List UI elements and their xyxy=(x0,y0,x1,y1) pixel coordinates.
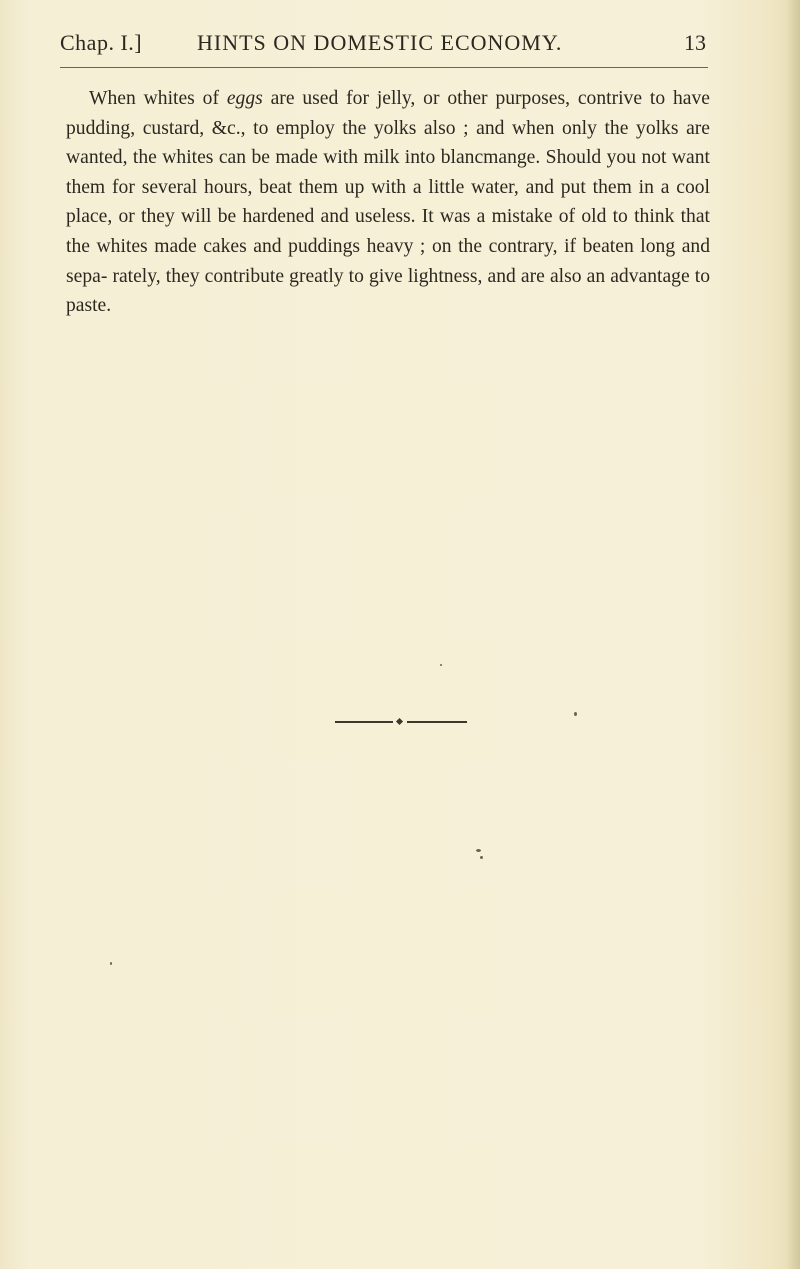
ornament-line-right xyxy=(407,721,467,723)
header-rule xyxy=(60,67,708,68)
paragraph-text: are used for jelly, or other purposes, contrive to have pudding, custard, &c., to employ the yolks also ; and when only the yolks are wanted, the whites can be made with milk into blancmange. Should you not want them for several hours, beat them up with a little water, and put them in a cool place, or they will be hardened and useless. It was a mistake of old to think that the whites made cakes and puddings heavy ; on the contrary, if beaten long and sepa- rately, they contribute greatly to give lightness, and are also an advantage to paste. xyxy=(66,88,710,317)
paragraph-emphasis: eggs xyxy=(226,88,263,109)
page-number: 13 xyxy=(684,30,706,55)
paper-speck xyxy=(110,962,112,965)
paper-speck xyxy=(480,856,483,859)
chapter-label: Chap. I.] xyxy=(60,30,143,55)
ornament-diamond xyxy=(396,718,403,725)
paper-speck xyxy=(476,849,481,852)
body-paragraph xyxy=(66,84,710,321)
section-ornament xyxy=(335,719,467,725)
page-edge-shadow xyxy=(786,0,800,1269)
paper-speck xyxy=(440,664,442,666)
paper-speck xyxy=(574,712,577,716)
running-header xyxy=(60,26,710,66)
ornament-line-left xyxy=(335,721,393,723)
paragraph-lead: When whites of xyxy=(89,88,227,109)
running-title: HINTS ON DOMESTIC ECONOMY. xyxy=(197,30,563,55)
